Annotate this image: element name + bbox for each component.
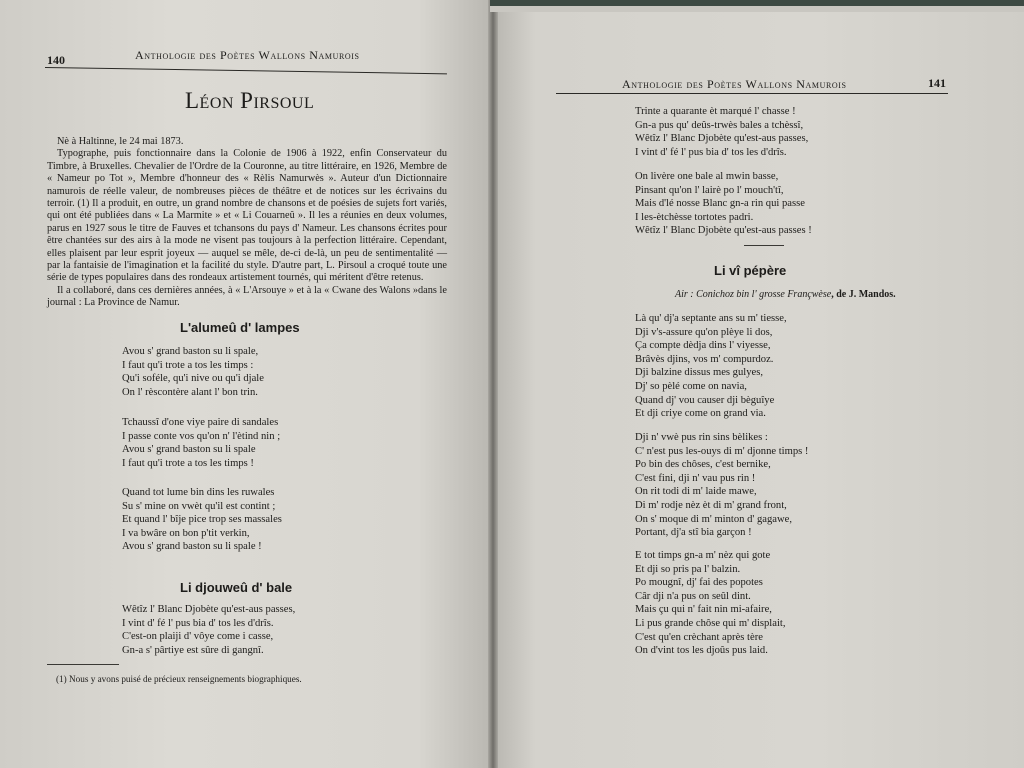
left-running-header: Anthologie des Poètes Wallons Namurois: [135, 48, 360, 62]
poem-line: Avou s' grand baston su li spale !: [122, 541, 262, 553]
poem-stanza: [635, 549, 786, 658]
poem-stanza: [122, 603, 295, 657]
poem-line: I vint d' fé l' pus bia d' tos les d'drîs.: [635, 146, 787, 158]
air-author: , de J. Mandos.: [831, 289, 896, 300]
footnote: (1) Nous y avons puisé de précieux renseignements biographiques.: [56, 674, 302, 684]
poem-line: Quand dj' vou causer dji bèguîye: [635, 394, 775, 406]
poem-line: C'est qu'en crèchant après tère: [635, 631, 763, 643]
poem-title-vi-pepere: Li vî pépère: [714, 263, 787, 278]
poem-line: I faut qu'i trote a tos les timps :: [122, 359, 254, 371]
poem-line: Po bin des chôses, c'est bernike,: [635, 459, 771, 471]
poem-line: C'est-on plaiji d' vôye come i casse,: [122, 631, 274, 643]
poem-line: I faut qu'i trote a tos les timps !: [122, 457, 254, 469]
poem-line: Wêtîz l' Blanc Djobète qu'est-aus passes !: [635, 225, 812, 237]
poem-line: Ça compte dèdja dins l' viyesse,: [635, 340, 771, 352]
poem-line: Portant, dj'a stî bia garçon !: [635, 527, 752, 539]
poem-stanza: [122, 416, 280, 470]
bio-paragraph: Nè à Haltinne, le 24 mai 1873.: [57, 136, 184, 147]
poem-line: Dj' so pèlé come on navia,: [635, 380, 747, 392]
bio-paragraph: Il a collaboré, dans ces dernières années, à « L'Arsouye » et à la « Cwane des Walons »dans le journal : La Province de Namur.: [47, 284, 447, 309]
poem-line: Po mougnî, dj' fai des popotes: [635, 577, 763, 589]
poem-line: Avou s' grand baston su li spale: [122, 444, 256, 456]
poem-line: Qu'i soféle, qu'i nive ou qu'i djale: [122, 373, 264, 385]
poem-line: Et dji criye come on grand via.: [635, 408, 766, 420]
right-header-rule: [556, 93, 948, 94]
poem-line: I va bwâre on bon p'tit verkin,: [122, 527, 250, 539]
poem-line: Dji balzine dissus mes gulyes,: [635, 367, 763, 379]
poem-stanza: [122, 486, 282, 554]
poem-title-djouweu: Li djouweû d' bale: [180, 580, 293, 595]
air-title: Conichoz bin l' grosse Françwèse: [696, 289, 832, 300]
bio-paragraph: Typographe, puis fonctionnaire dans la Colonie de 1906 à 1922, enfin Conservateur du Timbre, à Bruxelles. Chevalier de l'Ordre de la Couronne, au titre littéraire, en 1926, Membre de « Nameur po Tot », Membre d'honneur des « Rèlis Namurwès ». Auteur d'un Dictionnaire namurois de réelle valeur, de nombreuses pièces de théâtre et de notices sur les écrivains du terroir. (1) Il a produit, en outre, un grand nombre de chansons et de poésies de sujets fort variés, qui ont été publiées dans « La Marmite » et « Li Couarneû ». Il les a réunies en deux volumes, parus en 1927 sous le titre de Fauves et tchansons du pays d' Nameur. Les chansons écrites pour être chantées sur des airs à la mode ne visent pas toujours à la perfection littéraire. Cependant, elles plaisent par leur esprit joyeux — auquel se mêle, de-ci de-là, un peu de sentimentalité — par la fantaisie de l'imagination et la facilité du style. D'autre part, L. Pirsoul a croqué toute une série de types populaires dans des rondeaux artistement tournés, qui méritent d'être retenus.: [47, 148, 447, 284]
poem-line: C'est fini, dji n' vau pus rin !: [635, 472, 756, 484]
poem-line: Et dji so pris pa l' balzin.: [635, 563, 741, 575]
poem-title-alumeu: L'alumeû d' lampes: [180, 320, 300, 335]
poem-line: I les-ètchèsse tortotes padri.: [635, 211, 754, 223]
page-top-edge: [490, 0, 1024, 10]
book-gutter: [488, 0, 498, 768]
poem-line: Là qu' dj'a septante ans su m' tiesse,: [635, 313, 787, 324]
poet-biography: [47, 136, 447, 310]
poem-line: On l' rèscontère alant l' bon trin.: [122, 386, 258, 398]
left-page-number: 140: [47, 53, 65, 67]
poem-line: Et quand l' bîje pice trop ses massales: [122, 514, 282, 526]
poem-stanza: [635, 170, 812, 238]
poem-line: Tchaussî d'one viye paire di sandales: [122, 417, 279, 428]
poem-line: I passe conte vos qu'on n' l'ètind nin ;: [122, 430, 281, 442]
right-page-number: 141: [928, 76, 946, 90]
poem-stanza: [122, 345, 264, 399]
poem-line: Avou s' grand baston su li spale,: [122, 346, 259, 357]
poem-line: Gn-a s' pârtiye est sûre di gangnî.: [122, 644, 264, 656]
poem-line: Mais çu qui n' fait nin mi-afaire,: [635, 604, 772, 616]
poem-line: Pinsant qu'on l' lairè po l' mouch'tî,: [635, 184, 784, 196]
right-running-header: Anthologie des Poètes Wallons Namurois: [622, 77, 847, 91]
poem-stanza: [635, 312, 787, 421]
poem-line: Quand tot lume bin dins les ruwales: [122, 487, 275, 498]
poem-line: On livère one bale al mwin basse,: [635, 171, 779, 182]
footnote-rule: [47, 664, 119, 665]
poem-line: Li pus grande chôse qui m' displait,: [635, 617, 786, 629]
section-divider: [744, 245, 784, 246]
poet-name: Léon Pirsoul: [185, 88, 315, 113]
poem-stanza: [635, 431, 808, 540]
poem-line: Wêtîz l' Blanc Djobète qu'est-aus passes,: [122, 604, 296, 615]
poem-line: Câr dji n'a pus on seûl dint.: [635, 590, 751, 602]
poem-line: Trinte a quarante èt marqué l' chasse !: [635, 106, 796, 117]
poem-line: On d'vint tos les djoûs pus laid.: [635, 645, 768, 657]
poem-line: C' n'est pus les-ouys di m' djonne timps !: [635, 445, 809, 457]
poem-line: On rit todi di m' laide mawe,: [635, 486, 757, 498]
poem-line: Dji n' vwè pus rin sins bèlikes :: [635, 432, 768, 443]
poem-line: Dji v's-assure qu'on plèye li dos,: [635, 326, 773, 338]
poem-line: E tot timps gn-a m' nèz qui gote: [635, 550, 771, 561]
poem-line: I vint d' fé l' pus bia d' tos les d'drîs.: [122, 617, 274, 629]
poem-line: Mais d'lé nosse Blanc gn-a rin qui passe: [635, 198, 805, 210]
poem-line: On s' moque di m' minton d' gagawe,: [635, 513, 792, 525]
poem-line: Su s' mine on vwèt qu'il est contint ;: [122, 500, 276, 512]
poem-stanza: [635, 105, 808, 159]
poem-line: Gn-a pus qu' deûs-trwès bales a tchèssî,: [635, 119, 804, 131]
poem-line: Brâvès djins, vos m' compurdoz.: [635, 353, 774, 365]
air-prefix: Air :: [675, 289, 697, 300]
air-tune-line: [675, 289, 896, 300]
poem-line: Di m' rodje nèz èt di m' grand front,: [635, 499, 787, 511]
poem-line: Wêtîz l' Blanc Djobète qu'est-aus passes,: [635, 133, 809, 145]
